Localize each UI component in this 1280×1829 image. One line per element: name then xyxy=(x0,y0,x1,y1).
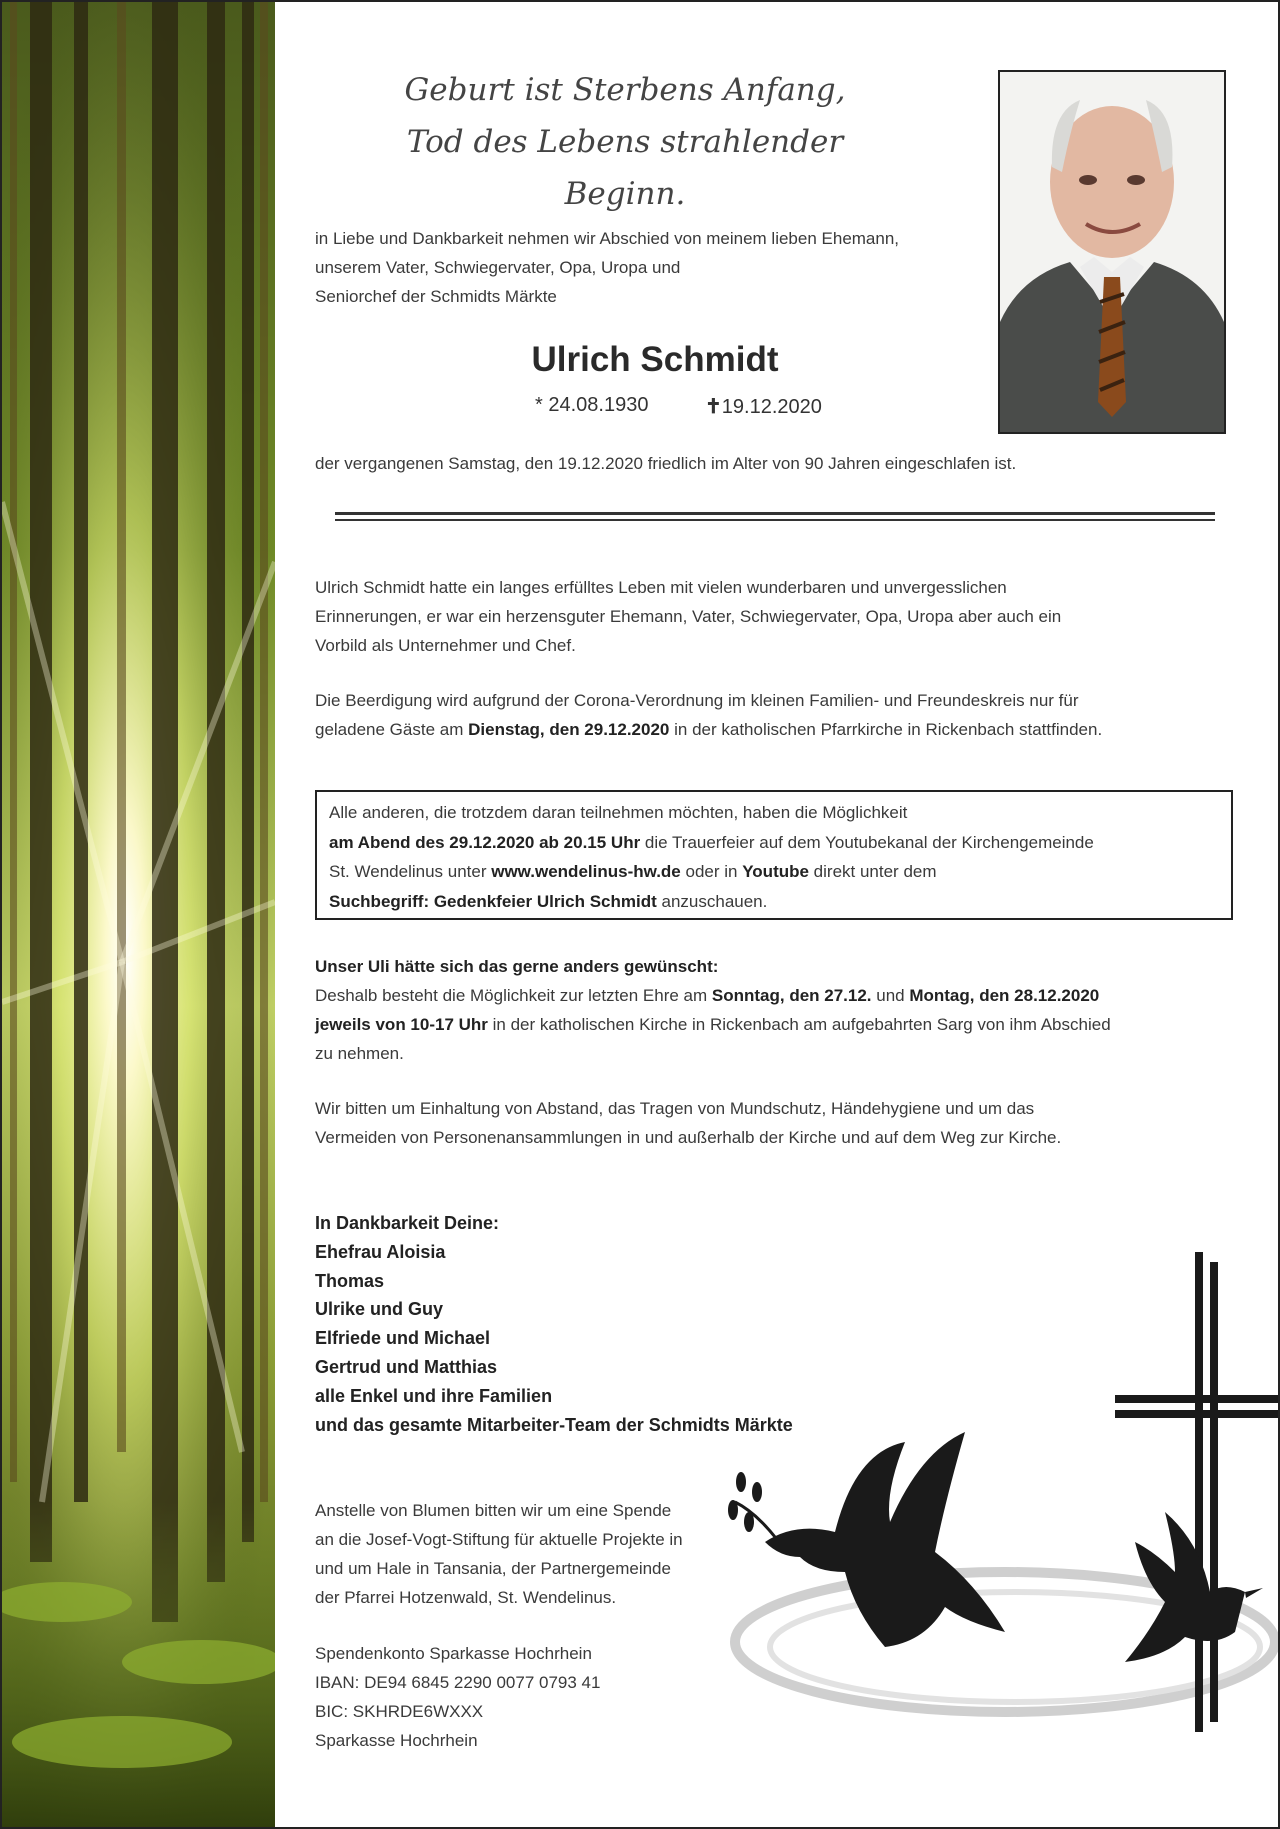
funeral-date: Dienstag, den 29.12.2020 xyxy=(468,720,670,739)
life-line: Ulrich Schmidt hatte ein langes erfülltes Leben mit vielen wunderbaren und unvergesslichen xyxy=(315,578,1007,597)
donation-line: an die Josef-Vogt-Stiftung für aktuelle Projekte in xyxy=(315,1530,683,1549)
viewing-hours: jeweils von 10-17 Uhr xyxy=(315,1015,488,1034)
intro-line: Seniorchef der Schmidts Märkte xyxy=(315,287,557,306)
text-run: geladene Gäste am xyxy=(315,720,469,739)
text-run: St. Wendelinus unter xyxy=(329,862,492,881)
viewing-date: Montag, den 28.12.2020 xyxy=(909,986,1100,1005)
donation-text xyxy=(315,1496,683,1612)
youtube-label: Youtube xyxy=(742,862,809,881)
funeral-text xyxy=(315,686,1102,744)
stream-line xyxy=(329,828,1231,858)
stream-time: am Abend des 29.12.2020 ab 20.15 Uhr xyxy=(329,832,641,852)
mourner: Ulrike und Guy xyxy=(315,1299,444,1320)
mourner: Elfriede und Michael xyxy=(315,1328,491,1349)
stream-line: Alle anderen, die trotzdem daran teilnehmen möchten, haben die Möglichkeit xyxy=(329,803,908,822)
deceased-name: Ulrich Schmidt xyxy=(531,340,779,379)
birth-date: * 24.08.1930 xyxy=(535,394,649,416)
donation-line: der Pfarrei Hotzenwald, St. Wendelinus. xyxy=(315,1588,617,1607)
bank-details xyxy=(315,1639,600,1755)
intro-line: unserem Vater, Schwiegervater, Opa, Uropa und xyxy=(315,258,681,277)
death-date: 19.12.2020 xyxy=(721,396,822,418)
text-run: und xyxy=(871,986,910,1005)
text-run: anzuschauen. xyxy=(656,891,768,911)
website-link[interactable]: www.wendelinus-hw.de xyxy=(491,862,681,881)
life-line: Vorbild als Unternehmer und Chef. xyxy=(315,636,576,655)
iban: IBAN: DE94 6845 2290 0077 0793 41 xyxy=(315,1673,601,1692)
divider xyxy=(335,512,1215,515)
stream-line xyxy=(329,857,1231,887)
dove-icon xyxy=(728,1432,1005,1647)
viewing-date: Sonntag, den 27.12. xyxy=(711,986,872,1005)
obituary-content xyxy=(275,2,1278,1827)
bank-line: Sparkasse Hochrhein xyxy=(315,1731,478,1750)
text-run: direkt unter dem xyxy=(808,862,937,881)
viewing-line xyxy=(315,981,1111,1010)
funeral-line xyxy=(315,715,1102,744)
viewing-text xyxy=(315,952,1111,1068)
memorial-illustration xyxy=(705,1252,1280,1757)
bic: BIC: SKHRDE6WXXX xyxy=(315,1702,484,1721)
donation-line: und um Hale in Tansania, der Partnergemeinde xyxy=(315,1559,671,1578)
text-run: die Trauerfeier auf dem Youtubekanal der Kirchengemeinde xyxy=(640,832,1094,852)
search-term: Suchbegriff: Gedenkfeier Ulrich Schmidt xyxy=(329,891,657,911)
mourners-heading: In Dankbarkeit Deine: xyxy=(315,1213,500,1233)
mourner: Ehefrau Aloisia xyxy=(315,1241,446,1262)
stream-line xyxy=(329,887,1231,917)
text-run: in der katholischen Pfarrkirche in Rickenbach stattfinden. xyxy=(669,720,1103,739)
funeral-line: Die Beerdigung wird aufgrund der Corona-Verordnung im kleinen Familien- und Freundeskreis nur für xyxy=(315,691,1079,710)
mourner: und das gesamte Mitarbeiter-Team der Schmidts Märkte xyxy=(315,1414,793,1435)
viewing-heading xyxy=(315,952,1111,981)
divider xyxy=(335,519,1215,521)
life-text xyxy=(315,573,1061,660)
mourner: Gertrud und Matthias xyxy=(315,1356,498,1377)
mourner: alle Enkel und ihre Familien xyxy=(315,1385,553,1406)
motto-line: Geburt ist Sterbens Anfang, xyxy=(404,72,846,108)
donation-line: Anstelle von Blumen bitten wir um eine Spende xyxy=(315,1501,672,1520)
forest-sunlight-image xyxy=(2,2,275,1827)
motto-line: Tod des Lebens strahlender Beginn. xyxy=(406,124,844,212)
portrait-photo xyxy=(998,70,1226,434)
motto xyxy=(355,64,895,220)
hygiene-text xyxy=(315,1094,1061,1152)
intro-line: in Liebe und Dankbarkeit nehmen wir Abschied von meinem lieben Ehemann, xyxy=(315,229,900,248)
text-run: Deshalb besteht die Möglichkeit zur letzten Ehre am xyxy=(315,986,712,1005)
text-run: Unser Uli hätte sich das gerne anders gewünscht: xyxy=(315,957,719,976)
bank-line: Spendenkonto Sparkasse Hochrhein xyxy=(315,1644,592,1663)
life-line: Erinnerungen, er war ein herzensguter Ehemann, Vater, Schwiegervater, Opa, Uropa aber auch ein xyxy=(315,607,1062,626)
death-date-block xyxy=(705,394,822,419)
mourner: Thomas xyxy=(315,1270,385,1291)
cross-icon: ✝ xyxy=(705,396,722,418)
intro-text xyxy=(315,224,899,311)
hygiene-line: Vermeiden von Personenansammlungen in und außerhalb der Kirche und auf dem Weg zur Kirche. xyxy=(315,1128,1062,1147)
viewing-line: zu nehmen. xyxy=(315,1044,404,1063)
hygiene-line: Wir bitten um Einhaltung von Abstand, das Tragen von Mundschutz, Händehygiene und um das xyxy=(315,1099,1035,1118)
passing-text: der vergangenen Samstag, den 19.12.2020 friedlich im Alter von 90 Jahren eingeschlafen ist. xyxy=(315,454,1017,473)
text-run: in der katholischen Kirche in Rickenbach am aufgebahrten Sarg von ihm Abschied xyxy=(487,1015,1111,1034)
livestream-box xyxy=(315,790,1233,920)
viewing-line xyxy=(315,1010,1111,1039)
text-run: oder in xyxy=(680,862,743,881)
